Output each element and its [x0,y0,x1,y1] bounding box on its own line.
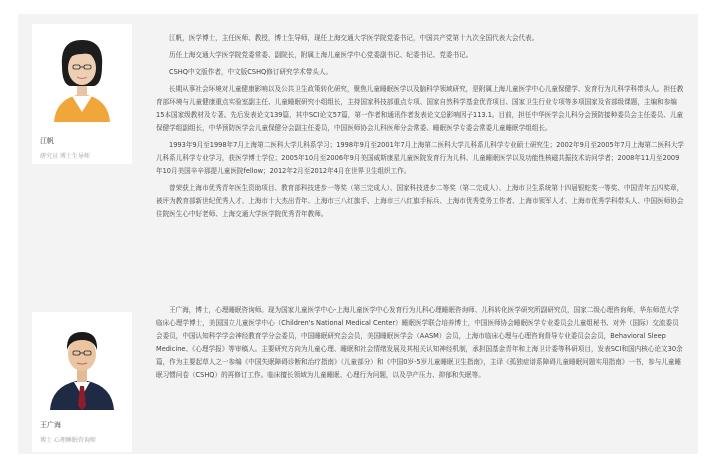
bio-paragraph: 王广海，博士，心理睡眠咨询师。现为国家儿童医学中心-上海儿童医学中心发育行为儿科心理睡眠咨询师、儿科转化医学研究所副研究员，国家二级心理咨询师，华东师范大学临床心理学博士，美国国立儿童医学中心（Children's National Medical Center）睡眠医学联合培养博士，中国医师协会睡眠医学专业委员会儿童组秘书、对外（国际）交流委员会委员，中国认知科学学会神经教育学分会委员，中国睡眠研究会会员，美国睡眠医学会（AASM）会员，上海市临床心理与心理咨询督导专业委员会会员，Behavioral Sleep Medicine、《心理学报》等审稿人。主要研究方向为儿童心理、睡眠和社会情绪发展及其相关认知神经机制，承担国基金青年和上海卫计委等科研项目，发表SCI和国内核心论文30余篇，作为主要起草人之一参编《中国失眠障碍诊断和治疗指南》（儿童部分）和《中国0岁-5岁儿童睡眠卫生指南》，主译《孤独症谱系障碍儿童睡眠问题实用指南》一书，参与儿童睡眠习惯问卷（CSHQ）的再修订工作。临床擅长领域为儿童睡眠、心理行为问题，以及孕产压力、抑郁和失眠等。 [156,306,683,379]
bio-paragraph: 长期从事社会环境对儿童健康影响以及公共卫生政策转化研究，聚焦儿童睡眠医学以及脑科学领域研究，是附属上海儿童医学中心儿童保健学、发育行为儿科学科带头人。担任教育部环境与儿童健康重点实验室副主任、儿童睡眠研究小组组长，主持国家科技部重点专项、国家自然科学基金优青项目、国家卫生行业专项等多项国家及省部级课题，主编和参编15本国家级教材及专著。先后发表论文139篇，其中SCI论文57篇，第一作者和通讯作者发表论文总影响因子113.1。目前，担任中华医学会儿科分会预防接种委员会主任委员、儿童保健学组副组长，中华预防医学会儿童保健分会副主任委员，中国医师协会儿科医师分会常委、睡眠医学专委会常委儿童睡眠学组组长。 [156,85,684,132]
profile-title: 博士 心理睡眠咨询师 [40,437,96,444]
profile-card [32,24,132,164]
profile-title: 研究员 博士生导师 [40,153,90,160]
bio-paragraph: CSHQ中文版作者，中文版CSHQ修订研究学术带头人。 [169,68,333,76]
profile-wang-guanghai [18,296,698,446]
profile-bio [156,32,684,225]
portrait-woman-image [42,32,122,122]
profile-jiang-fan [18,14,698,250]
bio-paragraph: 江帆，医学博士，主任医师、教授，博士生导师，现任上海交通大学医学院党委书记，中国共产党第十九次全国代表大会代表。 [169,34,539,42]
profiles-panel [18,14,698,454]
bio-paragraph: 1993年9月至1998年7月上海第二医科大学儿科系学习；1998年9月至2001年7月上海第二医科大学儿科系儿科学专业硕士研究生；2002年9月至2005年7月上海第二医科大学儿科系儿科学专业学习，获医学博士学位；2005年10月至2006年9月美国威斯康星儿童医院发育行为儿科、儿童睡眠医学以及功能性核磁共振技术访问学者；2008年11月至2009年10月美国辛辛那提儿童医院fellow；2012年2月至2012年4月在世界卫生组织工作。 [156,141,684,175]
portrait-man-image [42,320,122,410]
bio-paragraph: 曾荣获上海市优秀青年医生资助项目、教育部科技进步一等奖（第三完成人）、国家科技进步二等奖（第二完成人）、上海市卫生系统第十四届银蛇奖一等奖、中国青年五四奖章，被评为教育部新世纪优秀人才、上海市十大杰出青年、上海市三八红旗手、上海市三八红旗手标兵、上海市优秀党务工作者、上海市领军人才、上海市优秀学科带头人、中国医师协会住院医生心中好老师、上海交通大学医学院优秀青年教师。 [156,184,684,218]
portrait-photo [42,32,122,122]
profile-name: 江帆 [40,137,54,145]
profile-name: 王广海 [40,421,61,429]
bio-paragraph: 历任上海交通大学医学院党委常委、副院长，附属上海儿童医学中心党委副书记、纪委书记、党委书记。 [169,51,473,59]
portrait-photo [42,320,122,410]
profile-bio [156,304,684,386]
profile-card [32,312,132,452]
